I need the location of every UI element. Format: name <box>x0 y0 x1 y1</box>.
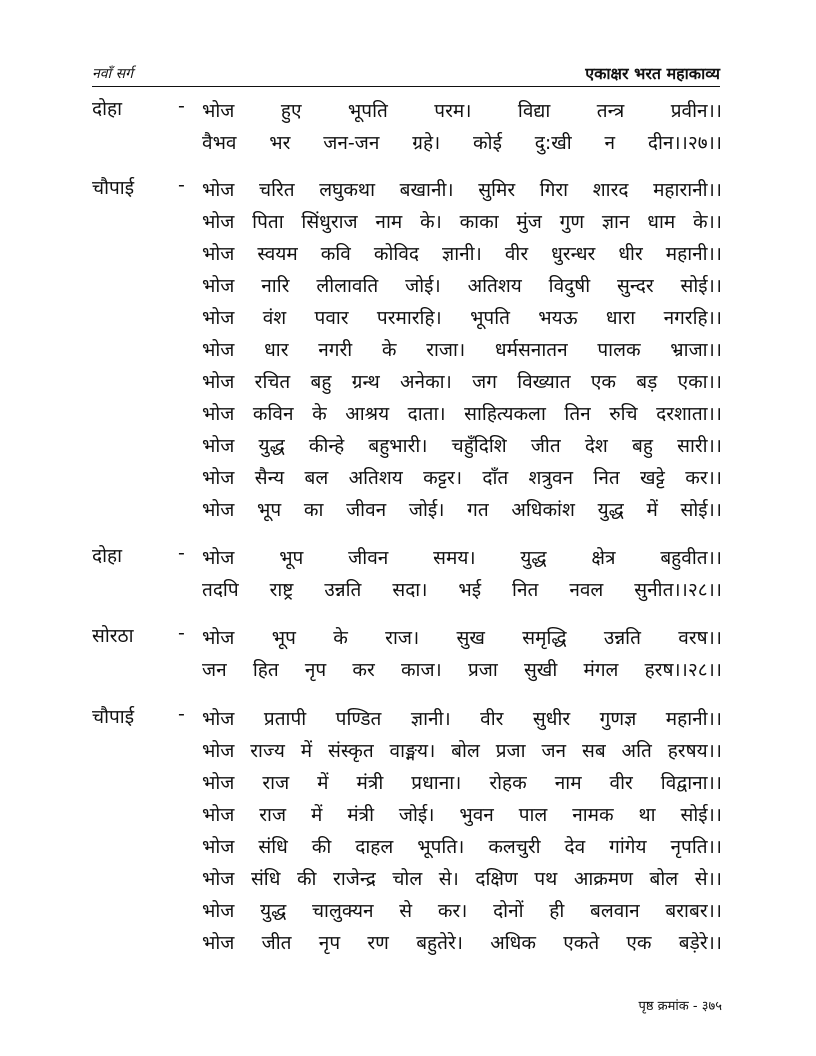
verse-dash: - <box>178 542 185 564</box>
verse-line: भोज राज में मंत्री जोई। भुवन पाल नामक था सोई।। <box>202 804 722 826</box>
verse-dash: - <box>178 622 185 644</box>
verse-line: भोज रचित बहु ग्रन्थ अनेका। जग विख्यात एक बड़ एका।। <box>202 371 722 393</box>
header-rule <box>92 86 720 87</box>
verse-lines <box>202 703 722 959</box>
verse-line: भोज स्वयम कवि कोविद ज्ञानी। वीर धुरन्धर धीर महानी।। <box>202 243 722 265</box>
verse-line: भोज वंश पवार परमारहि। भूपति भयऊ धारा नगरहि।। <box>202 307 722 329</box>
verse-line: भोज संधि की राजेन्द्र चोल से। दक्षिण पथ आक्रमण बोल से।। <box>202 868 722 890</box>
verse-dash: - <box>178 95 185 117</box>
verse-label: दोहा <box>92 98 123 120</box>
verse-line: भोज धार नगरी के राजा। धर्मसनातन पालक भ्राजा।। <box>202 339 722 361</box>
verse-label: चौपाई <box>92 177 135 199</box>
book-title-header: एकाक्षर भरत महाकाव्य <box>585 64 720 83</box>
verse-line: वैभव भर जन-जन ग्रहे। कोई दु:खी न दीन।।२७।। <box>202 132 722 154</box>
verse-line: भोज प्रतापी पण्डित ज्ञानी। वीर सुधीर गुणज्ञ महानी।। <box>202 708 722 730</box>
verse-line: भोज युद्ध कीन्हे बहुभारी। चहुँदिशि जीत देश बहु सारी।। <box>202 435 722 457</box>
verse-line: भोज पिता सिंधुराज नाम के। काका मुंज गुण ज्ञान धाम के।। <box>202 211 722 233</box>
verse-line: भोज भूप के राज। सुख समृद्धि उन्नति वरष।। <box>202 627 722 649</box>
verse-line: भोज जीत नृप रण बहुतेरे। अधिक एकते एक बड़ेरे।। <box>202 932 722 954</box>
verse-lines <box>202 542 722 606</box>
page-number: पृष्ठ क्रमांक - ३७५ <box>638 999 722 1014</box>
verse-label: दोहा <box>92 545 123 567</box>
verse-line: भोज हुए भूपति परम। विद्या तन्त्र प्रवीन।। <box>202 100 722 122</box>
verse-label: सोरठा <box>92 625 134 647</box>
verse-label: चौपाई <box>92 706 135 728</box>
verse-line: भोज नारि लीलावति जोई। अतिशय विदुषी सुन्दर सोई।। <box>202 275 722 297</box>
verse-line: भोज सैन्य बल अतिशय कट्टर। दाँत शत्रुवन नित खट्टे कर।। <box>202 467 722 489</box>
verse-dash: - <box>178 174 185 196</box>
verse-lines <box>202 622 722 686</box>
verse-line: भोज संधि की दाहल भूपति। कलचुरी देव गांगेय नृपति।। <box>202 836 722 858</box>
verse-line: भोज राज्य में संस्कृत वाङ्मय। बोल प्रजा जन सब अति हरषय।। <box>202 740 722 762</box>
verse-line: भोज चरित लघुकथा बखानी। सुमिर गिरा शारद महारानी।। <box>202 179 722 201</box>
chapter-header: नवाँ सर्ग <box>92 66 133 82</box>
verse-line: भोज राज में मंत्री प्रधाना। रोहक नाम वीर विद्वाना।। <box>202 772 722 794</box>
verse-line: तदपि राष्ट्र उन्नति सदा। भई नित नवल सुनीत।।२८।। <box>202 579 722 601</box>
verse-line: भोज भूप जीवन समय। युद्ध क्षेत्र बहुवीत।। <box>202 547 722 569</box>
verse-lines <box>202 95 722 159</box>
verse-lines <box>202 174 722 526</box>
verse-line: भोज भूप का जीवन जोई। गत अधिकांश युद्ध में सोई।। <box>202 499 722 521</box>
verse-line: भोज कविन के आश्रय दाता। साहित्यकला तिन रुचि दरशाता।। <box>202 403 722 425</box>
verse-line: जन हित नृप कर काज। प्रजा सुखी मंगल हरष।।२८।। <box>202 659 722 681</box>
verse-dash: - <box>178 703 185 725</box>
verse-line: भोज युद्ध चालुक्यन से कर। दोनों ही बलवान बराबर।। <box>202 900 722 922</box>
